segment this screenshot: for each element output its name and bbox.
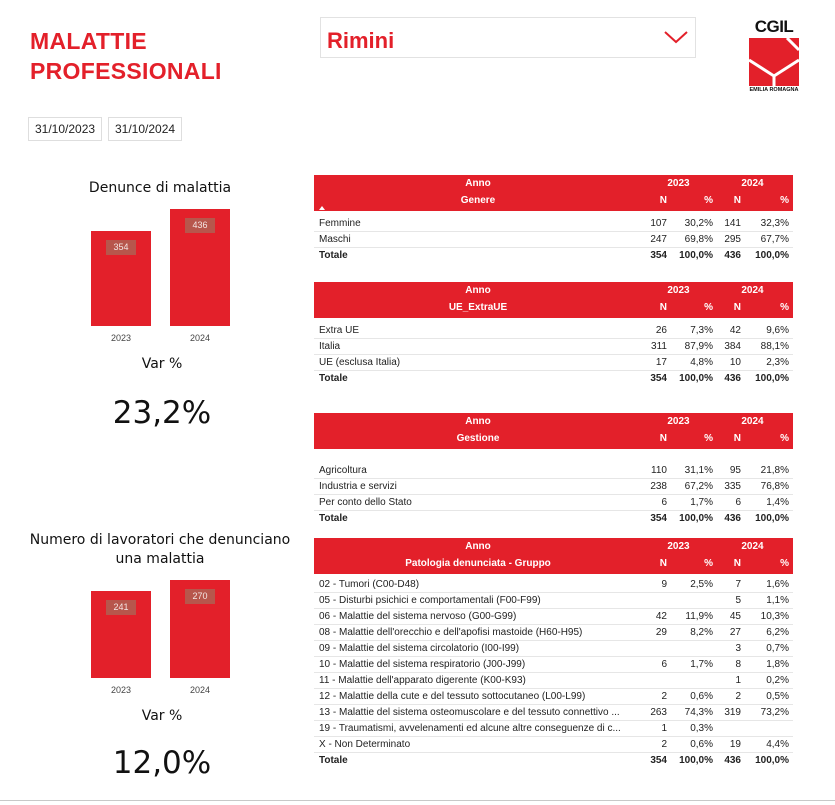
table-row xyxy=(314,355,793,371)
row-n-2023: 311 xyxy=(651,341,667,352)
table-row xyxy=(314,737,793,753)
card1-var-label: Var % xyxy=(141,356,183,372)
table-header-years xyxy=(314,282,793,299)
header-anno: Anno xyxy=(465,285,491,296)
card2-var-label: Var % xyxy=(141,708,183,724)
table-header-years xyxy=(314,175,793,192)
table-row xyxy=(314,495,793,511)
province-dropdown-value: Rimini xyxy=(327,28,395,53)
table-row xyxy=(314,593,793,609)
x-tick-2024: 2024 xyxy=(189,333,211,343)
table-header-years xyxy=(314,413,793,430)
bar-label-2023: 354 xyxy=(106,240,136,255)
date-start: 31/10/2023 xyxy=(35,122,96,136)
row-label: Femmine xyxy=(319,218,361,229)
table-row xyxy=(314,625,793,641)
row-pct-2024: 6,2% xyxy=(766,627,789,638)
row-n-2024: 335 xyxy=(724,481,741,492)
table-row xyxy=(314,609,793,625)
table-row xyxy=(314,479,793,495)
card1-title: Denunce di malattia xyxy=(88,180,232,196)
row-label: 08 - Malattie dell'orecchio e dell'apofisi mastoide (H60-H95) xyxy=(319,627,583,638)
total-label: Totale xyxy=(319,373,348,384)
header-patologia[interactable]: Patologia denunciata - Gruppo xyxy=(405,558,551,569)
table-header-columns[interactable] xyxy=(314,299,793,318)
row-n-2023: 238 xyxy=(650,481,667,492)
header-pct-1[interactable]: % xyxy=(704,558,713,569)
row-n-2023: 2 xyxy=(661,739,667,750)
row-pct-2023: 67,2% xyxy=(684,481,713,492)
table-row xyxy=(314,689,793,705)
date-end-box[interactable] xyxy=(108,117,182,141)
row-pct-2023: 0,3% xyxy=(690,723,713,734)
row-n-2024: 10 xyxy=(729,357,741,368)
card2-title-line1: Numero di lavoratori che denunciano xyxy=(29,532,291,548)
row-n-2024: 384 xyxy=(724,341,741,352)
row-n-2023: 42 xyxy=(655,611,667,622)
table-genere xyxy=(314,175,793,264)
row-n-2024: 42 xyxy=(729,325,741,336)
header-n-2[interactable]: N xyxy=(733,558,741,569)
row-n-2024: 319 xyxy=(724,707,741,718)
bar-label-2023: 241 xyxy=(106,600,136,615)
row-n-2023: 6 xyxy=(661,497,667,508)
row-n-2023: 17 xyxy=(655,357,667,368)
card2-var-value: 12,0% xyxy=(112,745,212,781)
row-pct-2024: 32,3% xyxy=(760,218,789,229)
total-n-2023: 354 xyxy=(650,250,667,261)
header-pct-2[interactable]: % xyxy=(780,302,789,313)
header-year-1: 2023 xyxy=(667,285,690,296)
table-row xyxy=(314,339,793,355)
bar-label-2024: 270 xyxy=(185,589,215,604)
row-label: 11 - Malattie dell'apparato digerente (K00-K93) xyxy=(319,675,526,686)
row-pct-2023: 69,8% xyxy=(684,234,713,245)
row-n-2023: 9 xyxy=(661,579,667,590)
table-total-row xyxy=(314,248,793,264)
row-pct-2023: 7,3% xyxy=(690,325,713,336)
row-n-2024: 2 xyxy=(735,691,741,702)
header-n-2[interactable]: N xyxy=(733,302,741,313)
table-total-row xyxy=(314,371,793,387)
row-pct-2023: 0,6% xyxy=(690,691,713,702)
table-row xyxy=(314,657,793,673)
row-pct-2024: 9,6% xyxy=(766,325,789,336)
row-n-2023: 107 xyxy=(650,218,667,229)
header-year-2: 2024 xyxy=(741,285,764,296)
header-pct-1[interactable]: % xyxy=(704,302,713,313)
row-label: 13 - Malattie del sistema osteomuscolare e del tessuto connettivo ... xyxy=(319,707,620,718)
row-pct-2024: 0,7% xyxy=(766,643,789,654)
total-pct-2023: 100,0% xyxy=(679,513,713,524)
header-year-1: 2023 xyxy=(667,178,690,189)
row-pct-2024: 67,7% xyxy=(760,234,789,245)
total-pct-2024: 100,0% xyxy=(755,513,789,524)
header-ue-extraue[interactable]: UE_ExtraUE xyxy=(448,302,508,313)
row-pct-2024: 10,3% xyxy=(760,611,789,622)
total-pct-2024: 100,0% xyxy=(755,755,789,766)
total-label: Totale xyxy=(319,755,348,766)
row-label: 19 - Traumatismi, avvelenamenti ed alcune altre conseguenze di c... xyxy=(319,723,621,734)
date-end: 31/10/2024 xyxy=(115,122,176,136)
x-tick-2023: 2023 xyxy=(110,333,132,343)
row-n-2024: 141 xyxy=(724,218,741,229)
page-title-line1: MALATTIE xyxy=(30,28,147,54)
row-label: X - Non Determinato xyxy=(319,739,411,750)
header-anno: Anno xyxy=(465,178,491,189)
total-n-2024: 436 xyxy=(724,755,741,766)
logo-mark-icon xyxy=(749,38,799,86)
header-pct-2[interactable]: % xyxy=(780,558,789,569)
row-pct-2023: 4,8% xyxy=(690,357,713,368)
card2-title xyxy=(20,531,300,569)
table-total-row xyxy=(314,511,793,527)
row-n-2024: 6 xyxy=(735,497,741,508)
row-label: Maschi xyxy=(319,234,351,245)
header-anno: Anno xyxy=(465,416,491,427)
table-header-columns[interactable] xyxy=(314,555,793,574)
row-n-2023: 110 xyxy=(651,465,667,476)
row-pct-2024: 1,6% xyxy=(766,579,789,590)
table-row xyxy=(314,705,793,721)
table-row xyxy=(314,463,793,479)
logo-text: CGIL xyxy=(754,17,794,36)
table-header-columns[interactable] xyxy=(314,192,793,211)
card1-var-value: 23,2% xyxy=(112,395,212,431)
total-pct-2023: 100,0% xyxy=(679,250,713,261)
table-row xyxy=(314,232,793,248)
header-year-2: 2024 xyxy=(741,416,764,427)
row-pct-2024: 0,5% xyxy=(766,691,789,702)
header-n-2[interactable]: N xyxy=(733,433,741,444)
row-n-2024: 5 xyxy=(735,595,741,606)
row-pct-2024: 88,1% xyxy=(760,341,789,352)
page-title xyxy=(30,26,222,86)
table-row xyxy=(314,721,793,737)
row-n-2024: 27 xyxy=(729,627,741,638)
total-pct-2023: 100,0% xyxy=(679,755,713,766)
x-tick-2023: 2023 xyxy=(110,685,132,695)
total-n-2024: 436 xyxy=(724,373,741,384)
row-n-2023: 29 xyxy=(655,627,667,638)
row-label: Per conto dello Stato xyxy=(319,497,412,508)
row-pct-2024: 76,8% xyxy=(760,481,789,492)
row-pct-2023: 30,2% xyxy=(684,218,713,229)
x-tick-2024: 2024 xyxy=(189,685,211,695)
row-n-2024: 7 xyxy=(735,579,741,590)
header-n-1[interactable]: N xyxy=(659,195,667,206)
row-pct-2023: 87,9% xyxy=(684,341,713,352)
row-pct-2023: 74,3% xyxy=(684,707,713,718)
row-pct-2024: 73,2% xyxy=(760,707,789,718)
header-n-2[interactable]: N xyxy=(733,195,741,206)
row-n-2024: 3 xyxy=(735,643,741,654)
row-pct-2023: 8,2% xyxy=(690,627,713,638)
row-label: Italia xyxy=(319,341,341,352)
row-pct-2023: 0,6% xyxy=(690,739,713,750)
logo-subtitle: EMILIA ROMAGNA xyxy=(749,87,799,93)
table-header-columns[interactable] xyxy=(314,430,793,449)
row-pct-2024: 21,8% xyxy=(760,465,789,476)
total-n-2023: 354 xyxy=(650,373,667,384)
header-year-1: 2023 xyxy=(667,541,690,552)
table-header-years xyxy=(314,538,793,555)
table-row xyxy=(314,323,793,339)
table-row xyxy=(314,673,793,689)
sort-ascending-icon[interactable] xyxy=(319,206,325,210)
row-n-2024: 295 xyxy=(724,234,741,245)
card2-title-line2: una malattia xyxy=(115,551,205,567)
total-n-2023: 354 xyxy=(650,755,667,766)
footer-divider xyxy=(0,800,835,801)
header-pct-2[interactable]: % xyxy=(780,195,789,206)
total-pct-2024: 100,0% xyxy=(755,250,789,261)
row-n-2023: 247 xyxy=(650,234,667,245)
header-n-1[interactable]: N xyxy=(659,558,667,569)
total-n-2024: 436 xyxy=(724,250,741,261)
province-dropdown[interactable] xyxy=(320,17,696,58)
total-n-2023: 354 xyxy=(650,513,667,524)
total-pct-2023: 100,0% xyxy=(679,373,713,384)
table-row xyxy=(314,577,793,593)
table-gestione xyxy=(314,413,793,527)
row-pct-2023: 2,5% xyxy=(690,579,713,590)
row-pct-2024: 1,8% xyxy=(766,659,789,670)
row-label: 12 - Malattie della cute e del tessuto sottocutaneo (L00-L99) xyxy=(319,691,586,702)
row-n-2023: 6 xyxy=(661,659,667,670)
row-label: 05 - Disturbi psichici e comportamentali (F00-F99) xyxy=(319,595,541,606)
row-pct-2023: 1,7% xyxy=(690,659,713,670)
total-pct-2024: 100,0% xyxy=(755,373,789,384)
row-label: Industria e servizi xyxy=(319,481,397,492)
header-year-1: 2023 xyxy=(667,416,690,427)
row-pct-2023: 11,9% xyxy=(685,611,713,622)
header-gestione[interactable]: Gestione xyxy=(456,433,500,444)
page-title-line2: PROFESSIONALI xyxy=(30,58,222,84)
row-pct-2024: 1,1% xyxy=(766,595,789,606)
row-n-2024: 95 xyxy=(729,465,741,476)
row-n-2024: 1 xyxy=(735,675,741,686)
cgil-logo xyxy=(747,18,801,98)
date-start-box[interactable] xyxy=(28,117,102,141)
row-pct-2024: 2,3% xyxy=(766,357,789,368)
header-pct-1[interactable]: % xyxy=(704,195,713,206)
row-n-2024: 8 xyxy=(735,659,741,670)
header-pct-1[interactable]: % xyxy=(704,433,713,444)
row-label: 09 - Malattie del sistema circolatorio (I00-I99) xyxy=(319,643,520,654)
header-pct-2[interactable]: % xyxy=(780,433,789,444)
row-pct-2024: 4,4% xyxy=(766,739,789,750)
total-n-2024: 436 xyxy=(724,513,741,524)
row-label: 02 - Tumori (C00-D48) xyxy=(319,579,420,590)
header-n-1[interactable]: N xyxy=(659,433,667,444)
row-label: Agricoltura xyxy=(319,465,367,476)
header-anno: Anno xyxy=(465,541,491,552)
header-year-2: 2024 xyxy=(741,178,764,189)
row-n-2023: 2 xyxy=(661,691,667,702)
chevron-down-icon[interactable] xyxy=(663,27,689,47)
row-pct-2023: 1,7% xyxy=(690,497,713,508)
header-year-2: 2024 xyxy=(741,541,764,552)
table-ue-extraue xyxy=(314,282,793,387)
row-label: 06 - Malattie del sistema nervoso (G00-G99) xyxy=(319,611,517,622)
row-label: Extra UE xyxy=(319,325,360,336)
bar-label-2024: 436 xyxy=(185,218,215,233)
row-label: 10 - Malattie del sistema respiratorio (J00-J99) xyxy=(319,659,526,670)
total-label: Totale xyxy=(319,513,348,524)
table-row xyxy=(314,641,793,657)
row-n-2024: 19 xyxy=(729,739,741,750)
table-row xyxy=(314,216,793,232)
table-total-row xyxy=(314,753,793,769)
row-n-2024: 45 xyxy=(729,611,741,622)
row-label: UE (esclusa Italia) xyxy=(319,357,401,368)
row-pct-2024: 0,2% xyxy=(766,675,789,686)
row-pct-2024: 1,4% xyxy=(766,497,789,508)
total-label: Totale xyxy=(319,250,348,261)
header-n-1[interactable]: N xyxy=(659,302,667,313)
table-patologia xyxy=(314,538,793,769)
header-genere[interactable]: Genere xyxy=(460,195,496,206)
row-pct-2023: 31,1% xyxy=(684,465,713,476)
row-n-2023: 263 xyxy=(650,707,667,718)
row-n-2023: 1 xyxy=(661,723,667,734)
row-n-2023: 26 xyxy=(655,325,667,336)
